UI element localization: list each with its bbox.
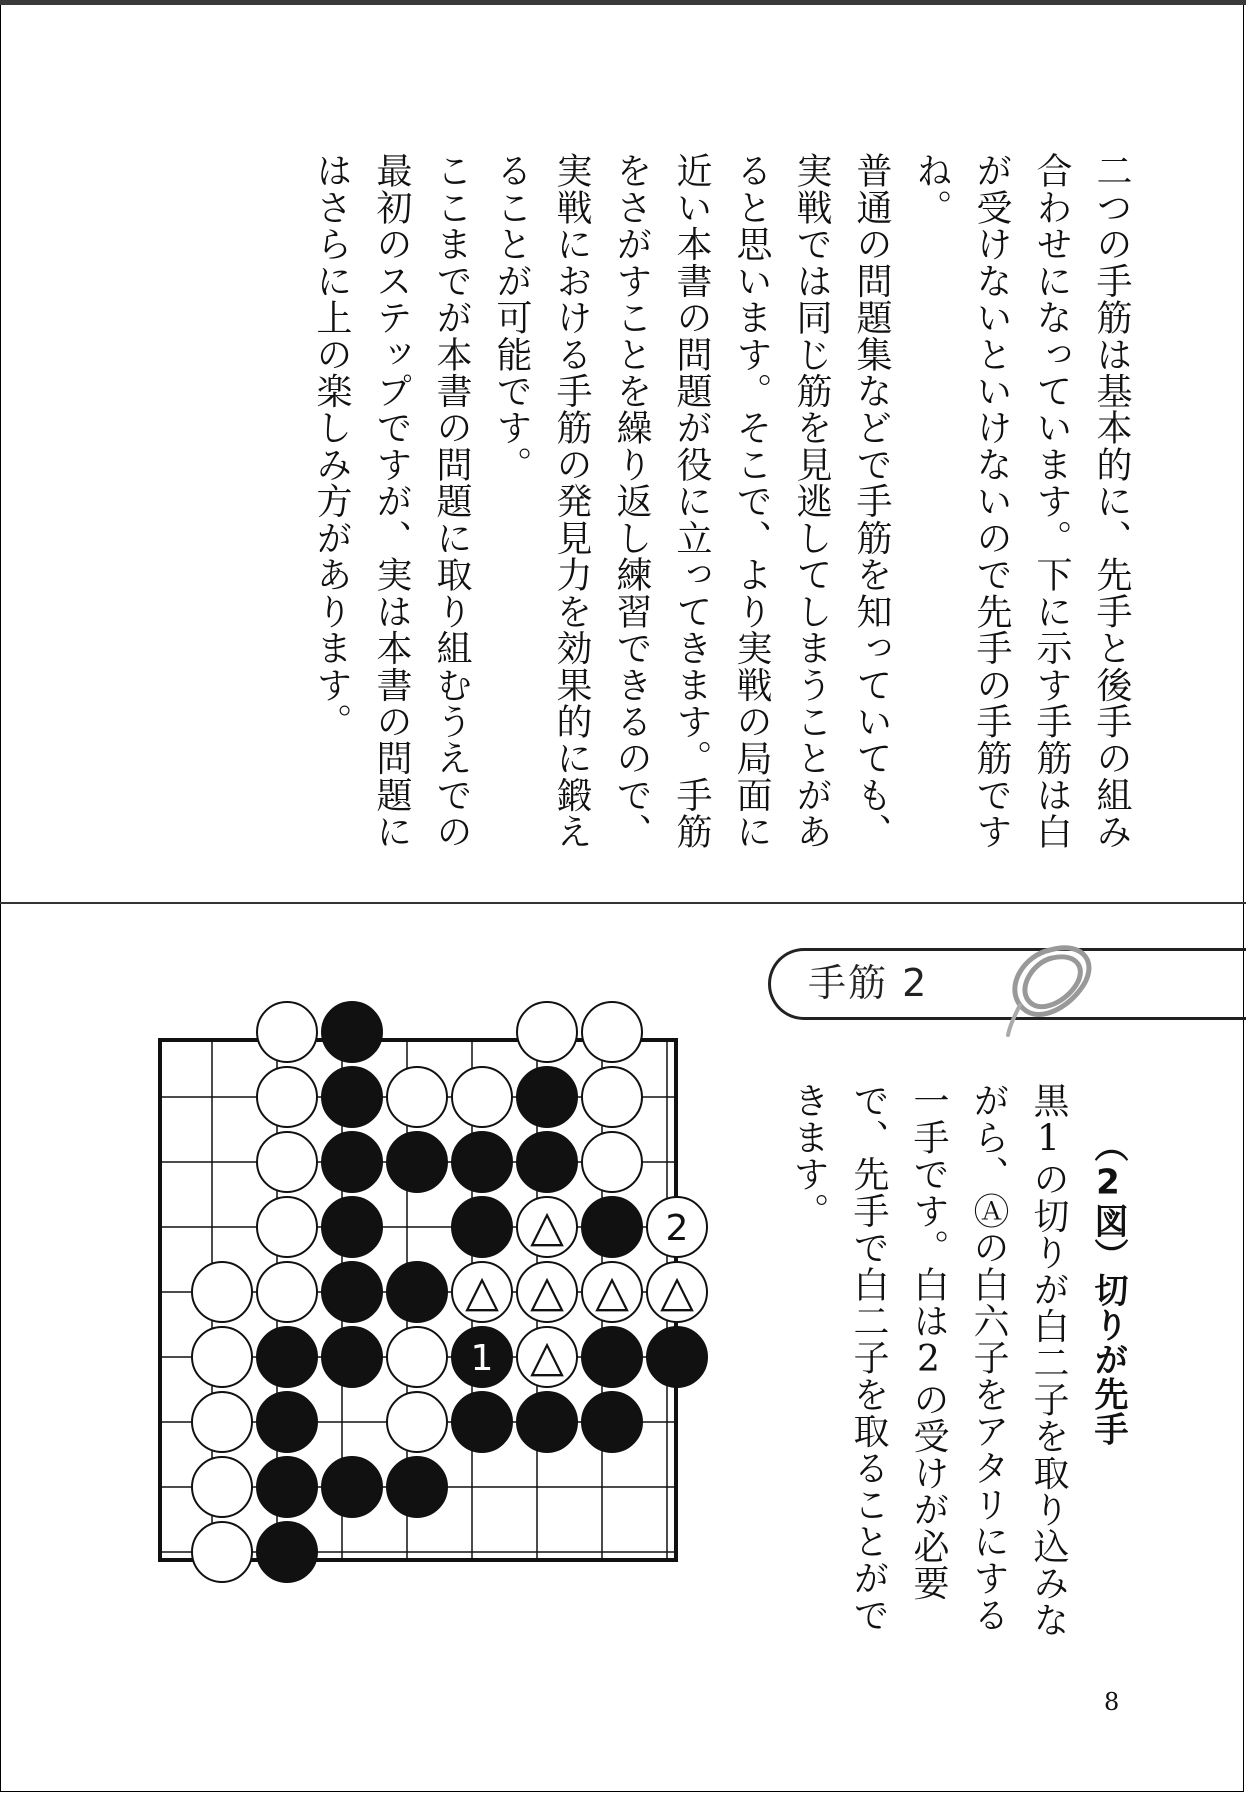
white-stone [517,1262,577,1322]
white-stone [517,1327,577,1387]
body-paragraph-3: ここまでが本書の問題に取り組むうえでの最初のステップですが、実は本書の問題にはさらに上の楽しみ方があります。 [311,152,472,850]
white-stone [192,1522,252,1582]
black-stone [322,1457,382,1517]
body-paragraph-2: 普通の問題集などで手筋を知っていても、実戦では同じ筋を見逃してしまうことがあると思います。そこで、より実戦の局面に近い本書の問題が役に立ってきます。手筋をさがすことを繰り返し練習できるので、実戦における手筋の発見力を効果的に鍛えることが可能です。 [491,152,892,850]
white-stone [387,1392,447,1452]
white-stone [452,1067,512,1127]
black-stone [517,1067,577,1127]
triangle-mark-icon: △ [465,1266,499,1317]
body-paragraph-1: 二つの手筋は基本的に、先手と後手の組み合わせになっています。下に示す手筋は白が受けないといけないので先手の手筋ですね。 [911,152,1132,850]
white-stone [257,1002,317,1062]
black-stone [582,1327,642,1387]
stone-move-label: 2 [665,1208,689,1249]
white-stone [582,1067,642,1127]
white-stone [192,1392,252,1452]
go-board-diagram [150,995,750,1595]
black-stone [517,1132,577,1192]
top-rule [0,0,1246,5]
white-stone [257,1132,317,1192]
white-stone [647,1262,707,1322]
white-stone [192,1327,252,1387]
white-stone [387,1327,447,1387]
figure-title: （2図）切りが先手 [1088,1128,1128,1447]
white-stone [582,1002,642,1062]
black-stone [452,1392,512,1452]
white-stone [582,1262,642,1322]
black-stone [582,1197,642,1257]
white-stone [192,1262,252,1322]
triangle-mark-icon: △ [595,1266,629,1317]
black-stone [387,1132,447,1192]
white-stone [257,1067,317,1127]
black-stone [387,1262,447,1322]
black-stone [387,1457,447,1517]
triangle-mark-icon: △ [660,1266,694,1317]
black-stone [322,1197,382,1257]
section-tag-label: 手筋 2 [808,961,929,1005]
black-stone [257,1327,317,1387]
black-stone [517,1392,577,1452]
white-stone [387,1067,447,1127]
black-stone [647,1327,707,1387]
black-stone [322,1132,382,1192]
figure-text: 黒1の切りが白二子を取り込みながら、Ⓐの白六子をアタリにする一手です。白は2の受けが必要で、先手で白二子を取ることができます。 [788,1082,1069,1638]
black-stone [452,1132,512,1192]
white-stone [582,1132,642,1192]
black-stone [452,1327,512,1387]
white-stone [517,1197,577,1257]
white-stone [192,1457,252,1517]
black-stone [257,1457,317,1517]
stone-move-label: 1 [470,1338,494,1379]
black-stone [322,1002,382,1062]
white-stone [647,1197,707,1257]
triangle-mark-icon: △ [530,1201,564,1252]
black-stone [322,1067,382,1127]
swirl-mark-icon [990,930,1110,1050]
triangle-mark-icon: △ [530,1331,564,1382]
page-number: 8 [1104,1688,1120,1716]
white-stone [452,1262,512,1322]
body-text [301,152,1141,872]
black-stone [582,1392,642,1452]
black-stone [452,1197,512,1257]
triangle-mark-icon: △ [530,1266,564,1317]
white-stone [257,1197,317,1257]
section-divider [0,902,1246,904]
black-stone [257,1392,317,1452]
black-stone [322,1262,382,1322]
white-stone [517,1002,577,1062]
black-stone [322,1327,382,1387]
white-stone [257,1262,317,1322]
black-stone [257,1522,317,1582]
